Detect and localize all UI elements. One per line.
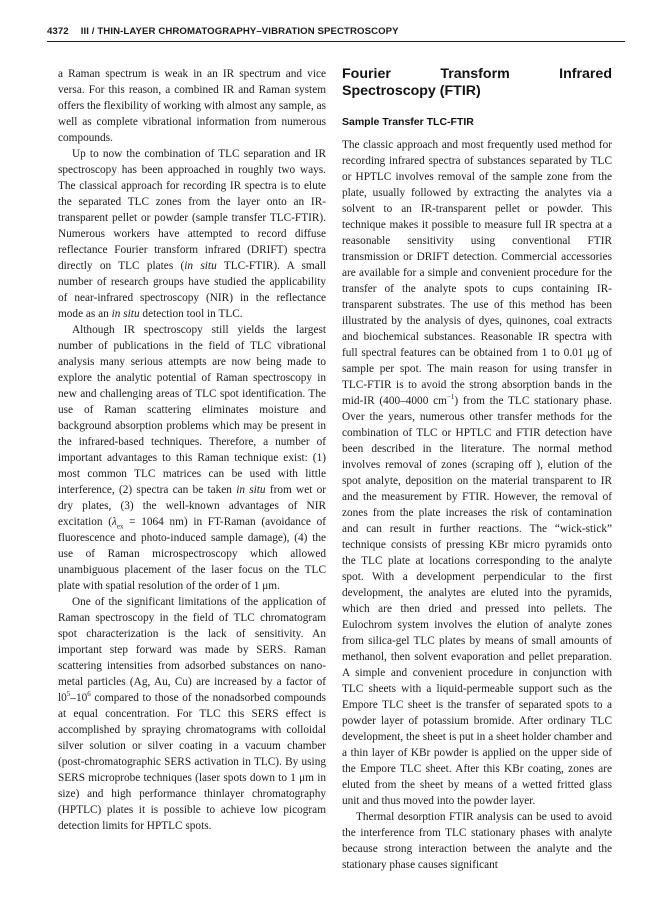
subsection-heading: Sample Transfer TLC-FTIR: [342, 116, 474, 128]
paragraph: a Raman spectrum is weak in an IR spectrum and vice versa. For this reason, a combined IR and Raman system offers the flexibility of working with almost any sample, as well as complete vibrational information from numerous compounds.: [58, 68, 326, 144]
right-column: [342, 66, 612, 873]
paragraph: One of the significant limitations of the application of Raman spectroscopy in the field of TLC chromatogram spot characterization is the lack of sensitivity. An important step forward was made by SERS. Raman scattering intensities from adsorbed substances on nano-metal particles (Ag, Au, Cu) are increased by a factor of $l0^5-10^6$ compared to those of the nonadsorbed compounds at equal concentration. For TLC this SERS effect is accomplished by spraying chromatograms with colloidal silver solution or silver coating in a vacuum chamber (post-chromatographic SERS activation in TLC). By using SERS microprobe techniques (laser spots down to 1 μm in size) and high performance thinlayer chromatography (HPTLC) plates it is possible to achieve low picogram detection limits for HPTLC spots.: [58, 596, 326, 832]
page-number: 4372: [47, 26, 69, 37]
section-heading: Fourier Transform Infrared Spectroscopy (FTIR): [342, 66, 612, 99]
paragraph: The classic approach and most frequently used method for recording infrared spectra of substances separated by TLC or HPTLC involves removal of the sample zone from the plate, usually followed by extracting the analytes via a solvent to an IR-transparent pellet or powder. This technique makes it possible to measure full IR spectra at a reasonable sensitivity using conventional FTIR transmission or DRIFT detection. Commercial accessories are available for a simple and convenient procedure for the transfer of the analyte spots to cups containing IR-transparent substrates. The use of this method has been illustrated by the analysis of dyes, quinones, coal extracts and biochemical substances. Reasonable IR spectra with full spectral features can be obtained from 1 to 0.01 μg of sample per spot. The main reason for using transfer in TLC-FTIR is to avoid the strong absorption bands in the mid-IR (400–4000 $cm^{-1}$) from the TLC stationary phase. Over the years, numerous other transfer methods for the combination of TLC or HPTLC and FTIR detection have been described in the literature. The normal method involves removal of zones (scraping off ), elution of the spot analyte, deposition on the material transparent to IR and the measurement by FTIR. However, the removal of zones from the plate increases the risk of contamination and can result in further reactions. The “wick-stick” technique consists of pressing KBr micro pyramids onto the TLC plate at locations corresponding to the analyte spot. With a development perpendicular to the first development, the analytes are eluted into the pyramids, which are then dried and pressed into pellets. The Eulochrom system involves the elution of analyte zones from silica-gel TLC plates by means of small amounts of methanol, then solvent evaporation and pellet preparation. A simple and convenient procedure in conjunction with TLC sheets with a liquid-permeable support such as the Empore TLC sheet is the transfer of separated spots to a powder layer of potassium bromide. After ordinary TLC development, the sheet is put in a sheet holder chamber and a thin layer of KBr powder is applied on the upper side of the Empore TLC sheet. After this KBr coating, zones are eluted from the sheet by means of a wetted fritted glass unit and thus moved into the powder layer.: [342, 139, 612, 807]
paragraph: Although IR spectroscopy still yields the largest number of publications in the field of TLC vibrational analysis many serious attempts are now being made to explore the analytic potential of Raman spectroscopy in new and challenging areas of TLC spot identification. The use of Raman scattering eliminates moisture and background absorption problems which may be present in the infrared-based techniques. Therefore, a number of important advantages to this Raman technique exist: (1) most common TLC matrices can be used with little interference, (2) spectra can be taken in situ from wet or dry plates, (3) the well-known advantages of NIR excitation ($\lambda_{ex} = 1064$ nm) in FT-Raman (avoidance of fluorescence and photo-induced sample damage), (4) the use of Raman microspectroscopy which allowed unambiguous placement of the laser focus on the TLC plate with spatial resolution of the order of 1 μm.: [58, 324, 327, 592]
paragraph: Up to now the combination of TLC separation and IR spectroscopy has been approached in roughly two ways. The classical approach for recording IR spectra is to elute the separated TLC zones from the layer onto an IR-transparent pellet or powder (sample transfer TLC-FTIR). Numerous workers have attempted to record diffuse reflectance Fourier transform infrared (DRIFT) spectra directly on TLC plates (in situ TLC-FTIR). A small number of research groups have studied the applicability of near-infrared spectroscopy (NIR) in the reflectance mode as an in situ detection tool in TLC.: [58, 148, 326, 320]
paragraph: Thermal desorption FTIR analysis can be used to avoid the interference from TLC stationary phases with analyte because strong interaction between the analyte and the stationary phase causes significant: [342, 811, 612, 871]
running-title: III / THIN-LAYER CHROMATOGRAPHY–VIBRATION SPECTROSCOPY: [80, 26, 399, 37]
header-rule: [47, 41, 625, 42]
left-column: [58, 66, 326, 834]
